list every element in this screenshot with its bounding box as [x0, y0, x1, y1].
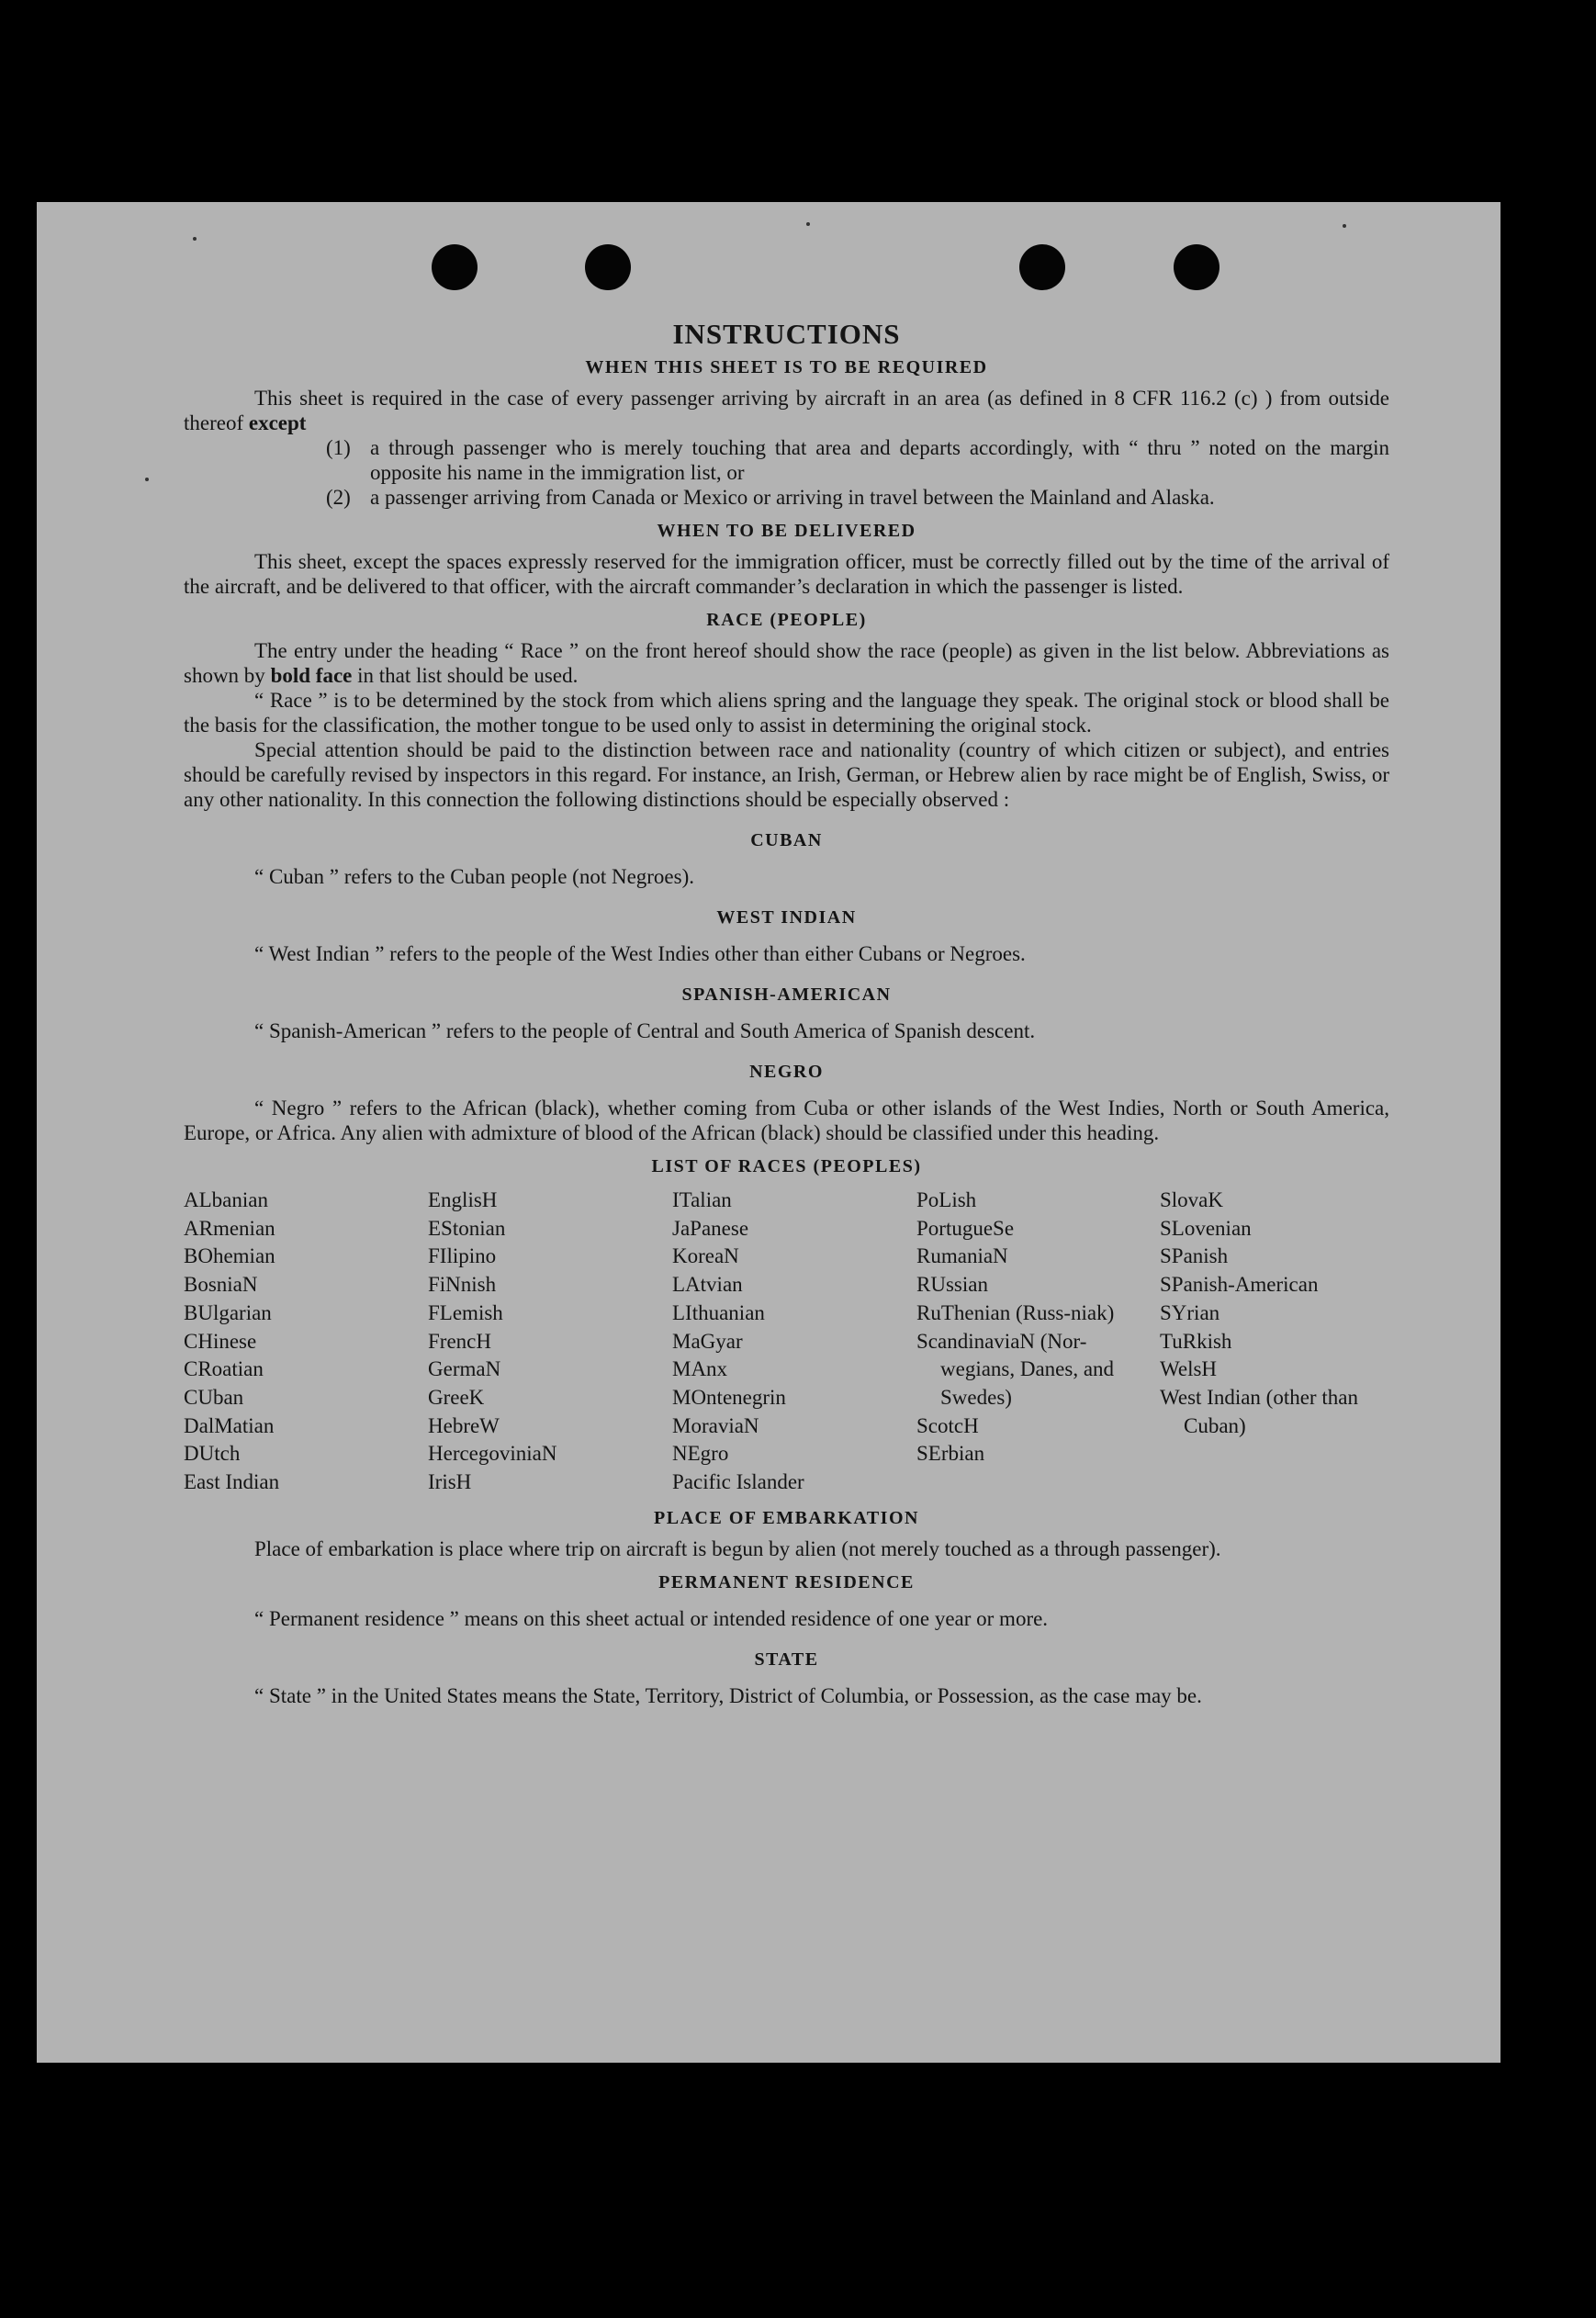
except-word: except: [248, 411, 307, 434]
heading-embarkation: PLACE OF EMBARKATION: [654, 1507, 919, 1528]
race-entry: ALbanian: [184, 1188, 268, 1211]
speck: [1343, 224, 1346, 228]
state-text: “ State ” in the United States means the State, Territory, District of Columbia, or Possession, as the case may be.: [254, 1683, 1202, 1707]
exception-item: [326, 435, 1389, 485]
race-entry: NEgro: [672, 1442, 729, 1466]
race-entry: SlovaK: [1160, 1188, 1223, 1211]
race-entry: ScandinaviaN (Nor-wegians, Danes, and Swedes): [916, 1329, 1115, 1409]
race-entry: EStonian: [428, 1216, 506, 1240]
heading-when-required: WHEN THIS SHEET IS TO BE REQUIRED: [585, 357, 988, 377]
race-entry: LIthuanian: [672, 1300, 765, 1324]
race-entry: MaGyar: [672, 1329, 743, 1353]
race-entry: WelsH: [1160, 1357, 1218, 1381]
exception-item: [326, 485, 1389, 510]
race-entry: DalMatian: [184, 1413, 275, 1437]
spanish-american-text: “ Spanish-American ” refers to the people of Central and South America of Spanish descent.: [254, 1019, 1036, 1042]
race-paragraph-2: “ Race ” is to be determined by the stock from which aliens spring and the language they speak. The original stock or blood shall be the basis for the classification, the mother tongue to be used only to assist in determining the original stock.: [184, 689, 1389, 737]
race-entry: GermaN: [428, 1357, 501, 1381]
race-entry: MoraviaN: [672, 1413, 759, 1437]
race-entry: BOhemian: [184, 1244, 275, 1268]
race-entry: SLovenian: [1160, 1216, 1252, 1240]
speck: [806, 222, 810, 226]
punch-hole: [585, 244, 631, 290]
race-entry: CUban: [184, 1385, 244, 1409]
races-list: [184, 1187, 1389, 1497]
race-entry: FiNnish: [428, 1273, 497, 1297]
race-entry: FLemish: [428, 1300, 503, 1324]
race-entry: SErbian: [916, 1442, 985, 1466]
punch-hole: [1174, 244, 1219, 290]
race-entry: RUssian: [916, 1273, 988, 1297]
punch-hole: [432, 244, 478, 290]
race-entry: TuRkish: [1160, 1329, 1232, 1353]
race-entry: RumaniaN: [916, 1244, 1008, 1268]
west-indian-text: “ West Indian ” refers to the people of the West Indies other than either Cubans or Negroes.: [254, 942, 1026, 965]
race-paragraph-1: The entry under the heading “ Race ” on the front hereof should show the race (people) as given in the list below. Abbreviations as shown by bold face in that list should be used.: [184, 639, 1389, 687]
race-entry: West Indian (other than Cuban): [1160, 1385, 1358, 1437]
race-paragraph-3: Special attention should be paid to the distinction between race and nationality (country of which citizen or subject), and entries should be carefully revised by inspectors in this regard. For instance, an Irish, German, or Hebrew alien by race might be of English, Swiss, or any other nationality. In this connection the following distinctions should be especially observed :: [184, 738, 1389, 811]
race-entry: MOntenegrin: [672, 1385, 786, 1409]
race-entry: ARmenian: [184, 1216, 275, 1240]
races-column: [672, 1187, 916, 1497]
heading-race: RACE (PEOPLE): [706, 610, 867, 630]
page-title: INSTRUCTIONS: [672, 318, 901, 350]
race-entry: BosniaN: [184, 1273, 258, 1297]
race-entry: HercegoviniaN: [428, 1442, 557, 1466]
heading-when-delivered: WHEN TO BE DELIVERED: [657, 521, 916, 541]
heading-negro: NEGRO: [749, 1062, 824, 1082]
race-entry: FrencH: [428, 1329, 491, 1353]
race-entry: BUlgarian: [184, 1300, 272, 1324]
race-entry: Pacific Islander: [672, 1470, 804, 1494]
race-entry: SPanish: [1160, 1244, 1229, 1268]
race-entry: DUtch: [184, 1442, 241, 1466]
race-entry: KoreaN: [672, 1244, 739, 1268]
heading-spanish-american: SPANISH-AMERICAN: [681, 985, 892, 1005]
race-entry: GreeK: [428, 1385, 485, 1409]
race-entry: LAtvian: [672, 1273, 743, 1297]
when-required-intro: This sheet is required in the case of every passenger arriving by aircraft in an area (as defined in 8 CFR 116.2 (c) ) from outside thereof except: [184, 387, 1389, 434]
race-entry: ScotcH: [916, 1413, 979, 1437]
race-entry: EnglisH: [428, 1188, 498, 1211]
race-entry: PortugueSe: [916, 1216, 1015, 1240]
race-entry: CRoatian: [184, 1357, 264, 1381]
instructions-body: [184, 318, 1389, 1708]
speck: [193, 237, 197, 241]
race-entry: East Indian: [184, 1470, 280, 1494]
race-entry: SPanish-American: [1160, 1273, 1319, 1297]
race-entry: RuThenian (Russ-niak): [916, 1300, 1115, 1324]
race-entry: IrisH: [428, 1470, 472, 1494]
when-delivered-text: This sheet, except the spaces expressly reserved for the immigration officer, must be correctly filled out by the time of the arrival of the aircraft, and be delivered to that officer, with the aircraft commander’s declaration in which the passenger is listed.: [184, 550, 1389, 598]
document-sheet: [37, 202, 1500, 2063]
race-entry: PoLish: [916, 1188, 977, 1211]
race-entry: CHinese: [184, 1329, 257, 1353]
race-entry: HebreW: [428, 1413, 500, 1437]
item-number: (1): [326, 436, 351, 459]
races-column: [428, 1187, 672, 1497]
races-column: [916, 1187, 1160, 1497]
punch-hole: [1019, 244, 1065, 290]
negro-text: “ Negro ” refers to the African (black), whether coming from Cuba or other islands of the West Indies, North or South America, Europe, or Africa. Any alien with admixture of blood of the African (black) should be classified under this heading.: [184, 1097, 1389, 1144]
item-text: a through passenger who is merely touching that area and departs accordingly, with “ thru ” noted on the margin opposite his name in the immigration list, or: [370, 436, 1389, 484]
race-entry: MAnx: [672, 1357, 728, 1381]
heading-west-indian: WEST INDIAN: [716, 907, 857, 928]
item-number: (2): [326, 486, 351, 509]
heading-permanent-residence: PERMANENT RESIDENCE: [658, 1571, 915, 1592]
item-text: a passenger arriving from Canada or Mexico or arriving in travel between the Mainland and Alaska.: [370, 486, 1215, 509]
races-column: [184, 1187, 428, 1497]
cuban-text: “ Cuban ” refers to the Cuban people (not Negroes).: [254, 865, 695, 888]
speck: [145, 478, 149, 481]
race-entry: FIlipino: [428, 1244, 497, 1268]
race-entry: ITalian: [672, 1188, 732, 1211]
race-entry: SYrian: [1160, 1300, 1220, 1324]
heading-list-of-races: LIST OF RACES (PEOPLES): [651, 1156, 922, 1176]
heading-cuban: CUBAN: [750, 830, 823, 850]
heading-state: STATE: [754, 1648, 819, 1670]
embarkation-text: Place of embarkation is place where trip on aircraft is begun by alien (not merely touched as a through passenger).: [254, 1536, 1221, 1560]
residence-text: “ Permanent residence ” means on this sheet actual or intended residence of one year or more.: [254, 1606, 1049, 1630]
race-entry: JaPanese: [672, 1216, 749, 1240]
bold-face-word: bold face: [270, 664, 353, 687]
races-column: [1160, 1187, 1389, 1497]
